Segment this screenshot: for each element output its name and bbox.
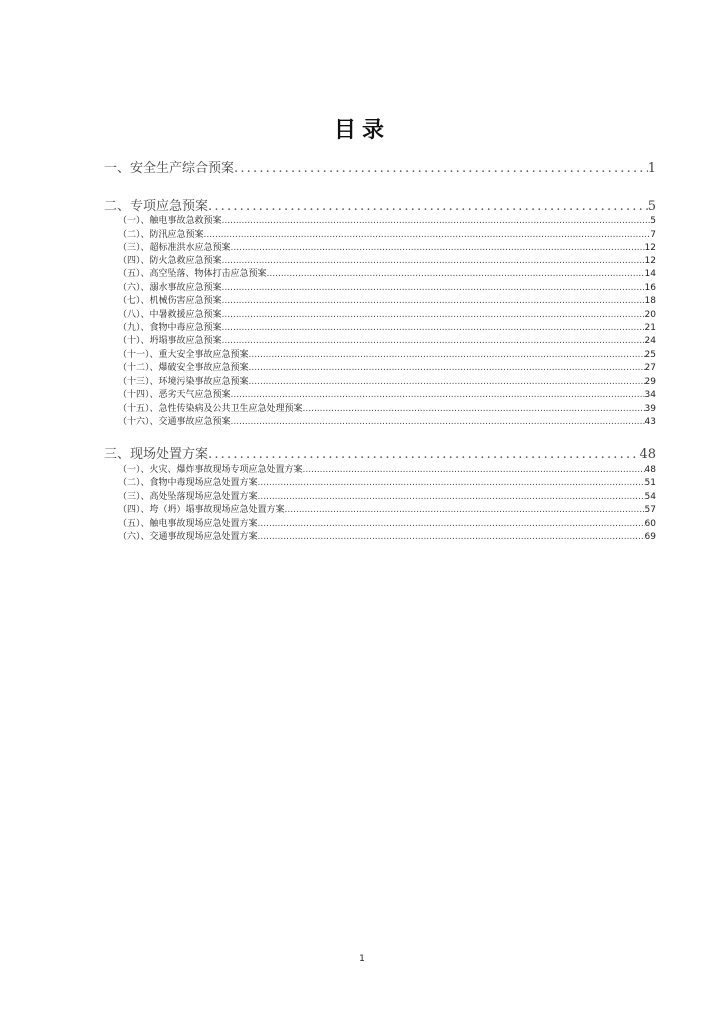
page-number-footer: 1 xyxy=(359,954,365,964)
toc-page-number: 25 xyxy=(644,350,656,360)
toc-entry-label: （四）、垮（坍）塌事故现场应急处置方案 xyxy=(118,505,285,515)
dot-leader xyxy=(234,161,648,176)
dot-leader xyxy=(222,310,645,320)
toc-entry-label: （八）、中暑救援应急预案 xyxy=(118,310,222,320)
toc-page-number: 14 xyxy=(644,269,656,279)
toc-subentry[interactable] xyxy=(104,414,656,427)
toc-page-number: 29 xyxy=(644,377,656,387)
toc-page-number: 21 xyxy=(644,323,656,333)
toc-entry-label: （一）、火灾、爆炸事故现场专项应急处置方案 xyxy=(118,465,303,475)
toc-page-number: 34 xyxy=(644,390,656,400)
dot-leader xyxy=(303,404,645,414)
toc-subentry[interactable] xyxy=(104,374,656,387)
dot-leader xyxy=(208,447,639,462)
dot-leader xyxy=(231,390,645,400)
toc-entry-label: （十二）、爆破安全事故应急预案 xyxy=(118,363,249,373)
toc-page-number: 16 xyxy=(644,283,656,293)
dot-leader xyxy=(222,283,645,293)
toc-page-number: 48 xyxy=(644,465,656,475)
toc-subentry[interactable] xyxy=(104,347,656,360)
toc-entry-label: （七）、机械伤害应急预案 xyxy=(118,296,222,306)
toc-entry-label: （三）、高处坠落现场应急处置方案 xyxy=(118,492,258,502)
toc-entry-label: （六）、交通事故现场应急处置方案 xyxy=(118,532,258,542)
toc-page-number: 12 xyxy=(644,256,656,266)
toc-entry-label: （十一）、重大安全事故应急预案 xyxy=(118,350,249,360)
toc-page-number: 54 xyxy=(644,492,656,502)
toc-entry-label: 二、专项应急预案 xyxy=(104,199,209,214)
toc-page-number: 18 xyxy=(644,296,656,306)
toc-subentry[interactable] xyxy=(104,462,656,475)
toc-entry-label: （九）、食物中毒应急预案 xyxy=(118,323,222,333)
dot-leader xyxy=(249,377,645,387)
toc-entry-label: （三）、超标准洪水应急预案 xyxy=(118,243,231,253)
toc-entry-label: （二）、食物中毒现场应急处置方案 xyxy=(118,478,258,488)
toc-entry-label: （六）、溺水事故应急预案 xyxy=(118,283,222,293)
toc-subentry[interactable] xyxy=(104,516,656,529)
toc-page-number: 51 xyxy=(644,478,656,488)
toc-subentry[interactable] xyxy=(104,529,656,542)
toc-subentry[interactable] xyxy=(104,280,656,293)
toc-entry-label: （十五）、急性传染病及公共卫生应急处理预案 xyxy=(118,404,303,414)
toc-section-3[interactable] xyxy=(104,443,656,462)
toc-page-number: 1 xyxy=(647,161,656,176)
toc-subentry[interactable] xyxy=(104,401,656,414)
toc-page-number: 43 xyxy=(644,417,656,427)
dot-leader xyxy=(285,505,645,515)
dot-leader xyxy=(258,492,645,502)
dot-leader xyxy=(231,243,645,253)
toc-entry-label: 三、现场处置方案 xyxy=(104,447,209,462)
toc-subentry[interactable] xyxy=(104,213,656,226)
dot-leader xyxy=(208,199,648,214)
dot-leader xyxy=(249,350,645,360)
toc-page-number: 39 xyxy=(644,404,656,414)
dot-leader xyxy=(231,417,645,427)
toc-entry-label: 一、安全生产综合预案 xyxy=(104,161,235,176)
toc-page-number: 20 xyxy=(644,310,656,320)
toc-section-2[interactable] xyxy=(104,195,656,214)
dot-leader xyxy=(258,532,645,542)
toc-entry-label: （十四）、恶劣天气应急预案 xyxy=(118,390,231,400)
toc-entry-label: （二）、防汛应急预案 xyxy=(118,230,204,240)
toc-page-number: 27 xyxy=(644,363,656,373)
toc-page-number: 24 xyxy=(644,336,656,346)
toc-page-number: 57 xyxy=(644,505,656,515)
toc-entry-label: （十）、坍塌事故应急预案 xyxy=(118,336,222,346)
toc-entry-label: （十三）、环境污染事故应急预案 xyxy=(118,377,249,387)
toc-entry-label: （五）、触电事故现场应急处置方案 xyxy=(118,519,258,529)
toc-subentry[interactable] xyxy=(104,333,656,346)
dot-leader xyxy=(222,296,645,306)
dot-leader xyxy=(249,363,645,373)
toc-entry-label: （四）、防火急救应急预案 xyxy=(118,256,222,266)
toc-page-number: 48 xyxy=(639,447,656,462)
toc-subentry[interactable] xyxy=(104,307,656,320)
dot-leader xyxy=(222,336,645,346)
toc-subentry[interactable] xyxy=(104,489,656,502)
toc-page-number: 7 xyxy=(650,230,656,240)
dot-leader xyxy=(222,256,645,266)
toc-subentry[interactable] xyxy=(104,253,656,266)
dot-leader xyxy=(222,216,651,226)
dot-leader xyxy=(303,465,645,475)
toc-page-number: 5 xyxy=(647,199,656,214)
dot-leader xyxy=(258,519,645,529)
toc-subentry[interactable] xyxy=(104,502,656,515)
toc-subentry[interactable] xyxy=(104,293,656,306)
toc-page-number: 69 xyxy=(644,532,656,542)
toc-subentry[interactable] xyxy=(104,227,656,240)
toc-subentry[interactable] xyxy=(104,240,656,253)
toc-page-number: 5 xyxy=(650,216,656,226)
toc-subentry[interactable] xyxy=(104,360,656,373)
toc-subentry[interactable] xyxy=(104,266,656,279)
dot-leader xyxy=(204,230,651,240)
toc-entry-label: （一）、触电事故急救预案 xyxy=(118,216,222,226)
page-title: 目录 xyxy=(333,118,390,143)
toc-subentry[interactable] xyxy=(104,320,656,333)
toc-section-1[interactable] xyxy=(104,157,656,176)
toc-entry-label: （五）、高空坠落、物体打击应急预案 xyxy=(118,269,267,279)
toc-subentry[interactable] xyxy=(104,387,656,400)
toc-page-number: 12 xyxy=(644,243,656,253)
dot-leader xyxy=(258,478,645,488)
toc-subentry[interactable] xyxy=(104,475,656,488)
dot-leader xyxy=(267,269,645,279)
dot-leader xyxy=(222,323,645,333)
toc-entry-label: （十六）、交通事故应急预案 xyxy=(118,417,231,427)
toc-page-number: 60 xyxy=(644,519,656,529)
